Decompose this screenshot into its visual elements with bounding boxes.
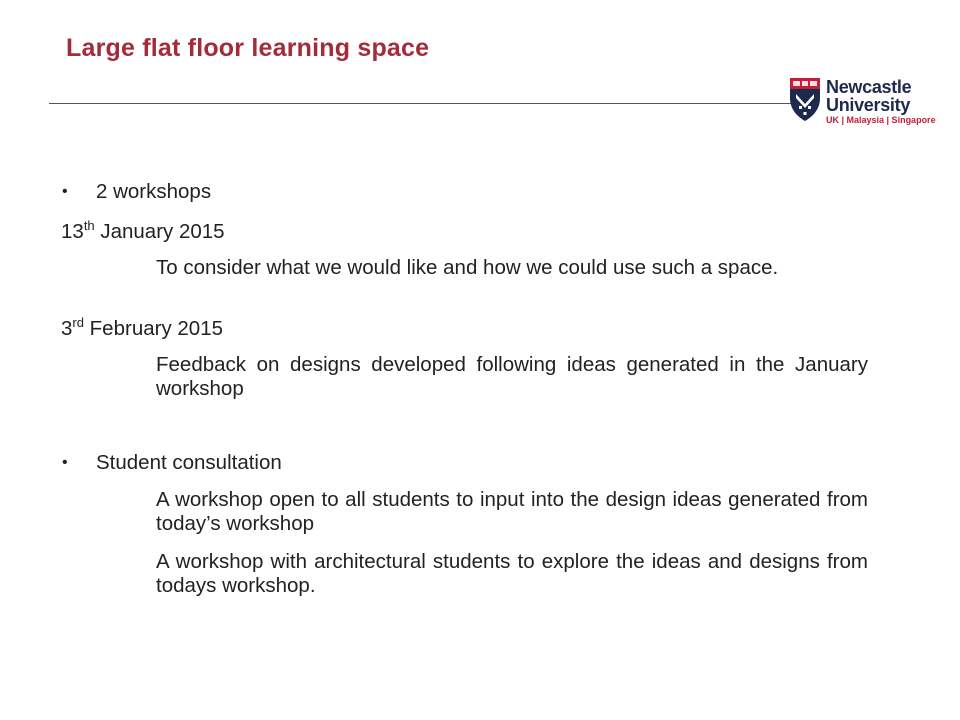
university-logo xyxy=(788,76,936,132)
indented-paragraph: A workshop open to all students to input into the design ideas generated from today’s workshop xyxy=(156,488,868,535)
date-rest: January 2015 xyxy=(94,220,225,243)
date-day: 13 xyxy=(61,220,84,243)
indented-paragraph: A workshop with architectural students to explore the ideas and designs from todays workshop. xyxy=(156,550,868,597)
title-divider xyxy=(49,103,795,104)
indented-paragraph: To consider what we would like and how we could use such a space. xyxy=(156,256,779,279)
date-day: 3 xyxy=(61,317,73,340)
bullet-marker: • xyxy=(62,454,68,471)
date-heading xyxy=(61,220,225,245)
date-heading xyxy=(61,317,223,342)
slide-title: Large flat floor learning space xyxy=(66,34,430,62)
crest-icon xyxy=(788,76,822,122)
date-ordinal: rd xyxy=(72,315,84,330)
date-rest: February 2015 xyxy=(83,317,223,340)
logo-text-locations: UK | Malaysia | Singapore xyxy=(826,115,936,125)
bullet-marker: • xyxy=(62,183,68,200)
bullet-text: Student consultation xyxy=(96,451,282,474)
indented-paragraph: Feedback on designs developed following ideas generated in the January workshop xyxy=(156,353,868,400)
logo-text-university: University xyxy=(826,95,911,115)
logo-text-newcastle: Newcastle xyxy=(826,77,912,97)
date-ordinal: th xyxy=(83,218,95,233)
bullet-text: 2 workshops xyxy=(96,180,212,203)
